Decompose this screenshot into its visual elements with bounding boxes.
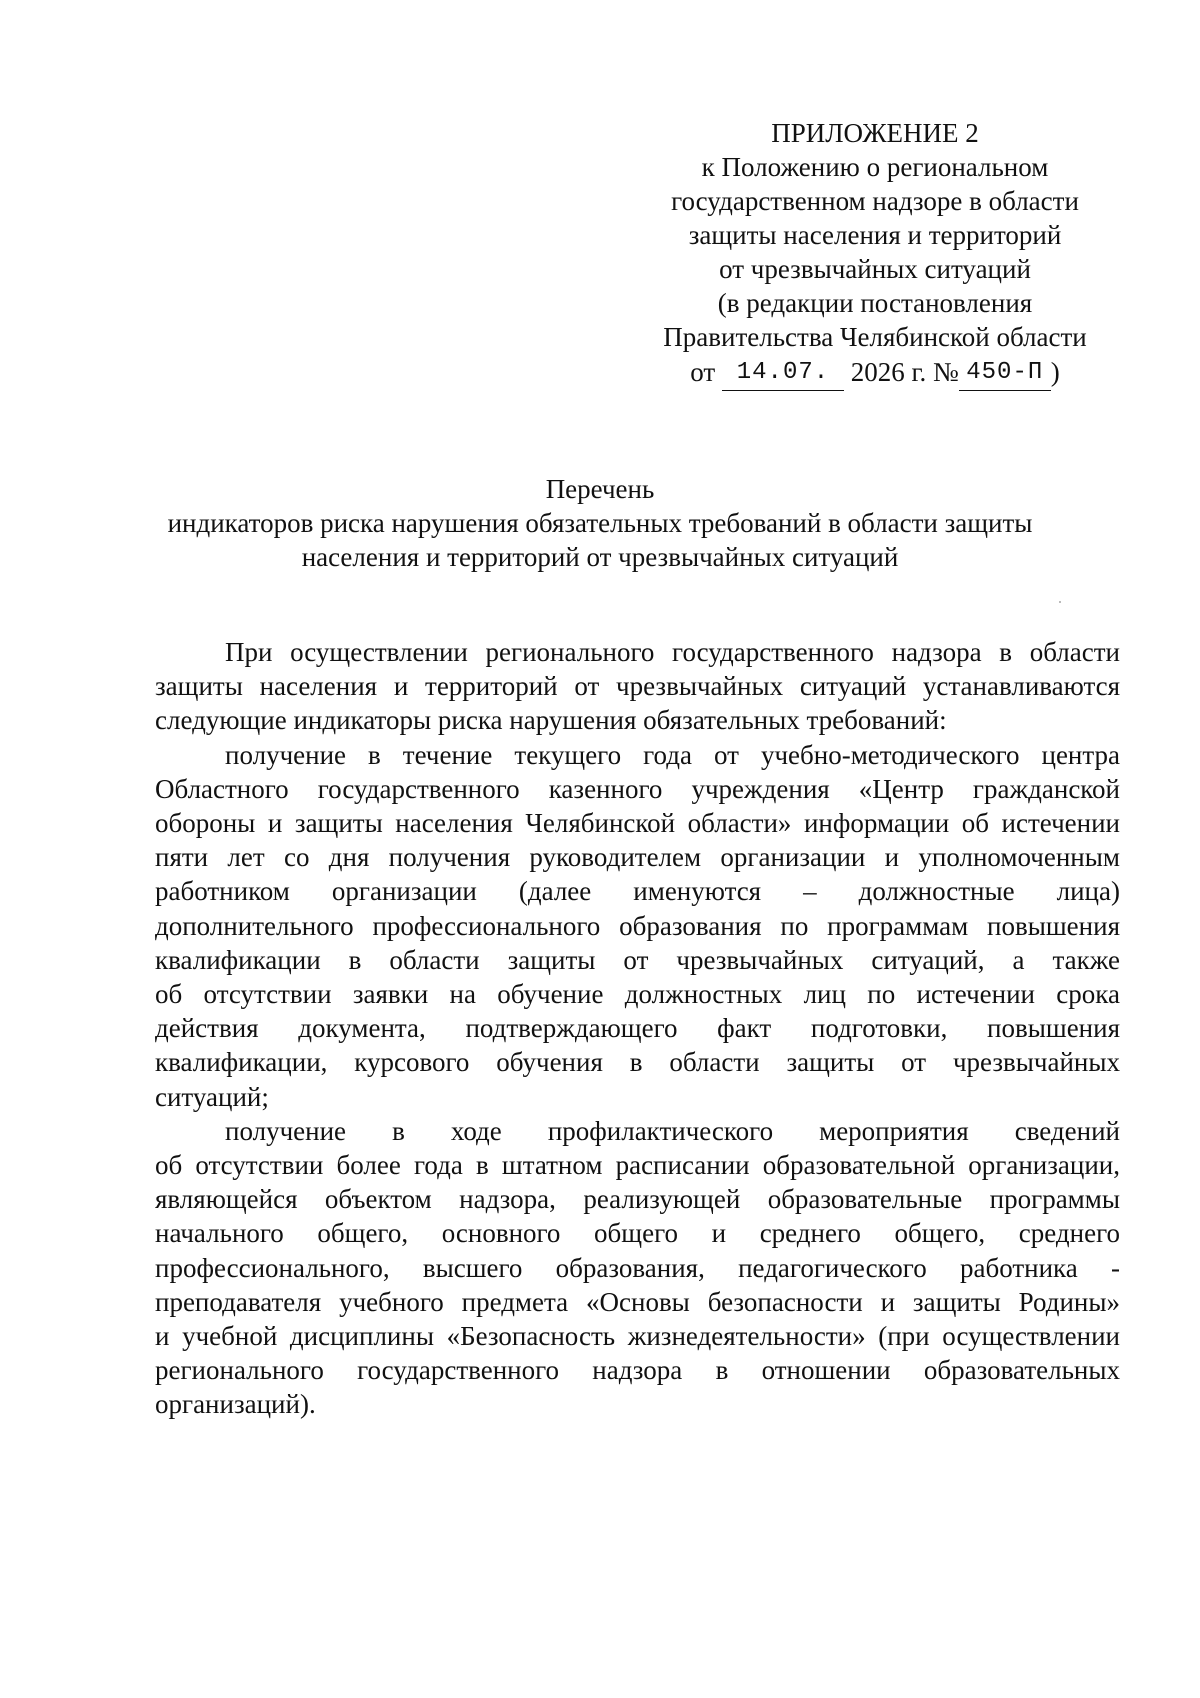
date-value: 14.07. (736, 359, 830, 386)
annex-heading: ПРИЛОЖЕНИЕ 2 (771, 118, 979, 148)
paragraph-indicator-1 (155, 738, 1120, 1114)
paragraph-line: организаций). (155, 1389, 316, 1420)
paragraph-line: следующие индикаторы риска нарушения обязательных требований: (155, 705, 947, 736)
annex-line: (в редакции постановления (717, 288, 1033, 318)
date-field (722, 358, 844, 391)
closing-paren: ) (1050, 357, 1060, 387)
number-value: 450-П (966, 359, 1044, 386)
date-prefix: от (690, 357, 716, 387)
annex-line: Правительства Челябинской области (663, 322, 1087, 352)
paragraph-line: об отсутствии заявки на обучение должностных лиц по истечении срока (155, 979, 1120, 1010)
annex-line: государственном надзоре в области (671, 186, 1079, 216)
annex-line: защиты населения и территорий (688, 220, 1062, 250)
paragraph-line: квалификации, курсового обучения в области защиты от чрезвычайных (155, 1047, 1120, 1078)
paragraph-line: профессионального, высшего образования, педагогического работника - (155, 1252, 1120, 1283)
paragraph-intro (155, 635, 1120, 738)
resolution-date-line (640, 355, 1110, 391)
paragraph-line: обороны и защиты населения Челябинской области» информации об истечении (155, 808, 1120, 839)
paragraph-line: дополнительного профессионального образования по программам повышения (155, 910, 1120, 941)
paragraph-line: об отсутствии более года в штатном расписании образовательной организации, (155, 1150, 1120, 1181)
title-line: Перечень (545, 474, 655, 504)
paragraph-line: получение в течение текущего года от учебно-методического центра (225, 739, 1120, 770)
paragraph-indicator-2 (155, 1114, 1120, 1422)
annex-line: к Положению о региональном (701, 152, 1049, 182)
paragraph-line: являющейся объектом надзора, реализующей образовательные программы (155, 1184, 1120, 1215)
title-line: индикаторов риска нарушения обязательных требований в области защиты (167, 508, 1033, 538)
paragraph-line: работником организации (далее именуются – должностные лица) (155, 876, 1120, 907)
paragraph-line: получение в ходе профилактического мероприятия сведений (225, 1115, 1120, 1146)
number-field (959, 358, 1051, 391)
title-line: населения и территорий от чрезвычайных ситуаций (301, 542, 899, 572)
paragraph-line: квалификации в области защиты от чрезвычайных ситуаций, а также (155, 944, 1120, 975)
document-title (0, 472, 1200, 574)
paragraph-line: Областного государственного казенного учреждения «Центр гражданской (155, 773, 1120, 804)
paragraph-line: При осуществлении регионального государственного надзора в области (225, 637, 1120, 667)
paragraph-line: преподавателя учебного предмета «Основы безопасности и защиты Родины» (155, 1286, 1120, 1317)
paragraph-line: ситуаций; (155, 1081, 269, 1112)
paragraph-line: регионального государственного надзора в отношении образовательных (155, 1355, 1120, 1386)
document-body (155, 635, 1120, 1422)
annex-line: от чрезвычайных ситуаций (719, 254, 1031, 284)
paragraph-line: и учебной дисциплины «Безопасность жизнедеятельности» (при осуществлении (155, 1321, 1120, 1352)
paragraph-line: начального общего, основного общего и среднего общего, среднего (155, 1218, 1120, 1249)
paragraph-line: защиты населения и территорий от чрезвычайных ситуаций устанавливаются (155, 671, 1120, 702)
date-year: 2026 г. № (850, 357, 959, 387)
scan-speck (1059, 601, 1061, 603)
paragraph-line: пяти лет со дня получения руководителем организации и уполномоченным (155, 842, 1120, 873)
paragraph-line: действия документа, подтверждающего факт подготовки, повышения (155, 1013, 1120, 1044)
annex-header (640, 116, 1110, 391)
